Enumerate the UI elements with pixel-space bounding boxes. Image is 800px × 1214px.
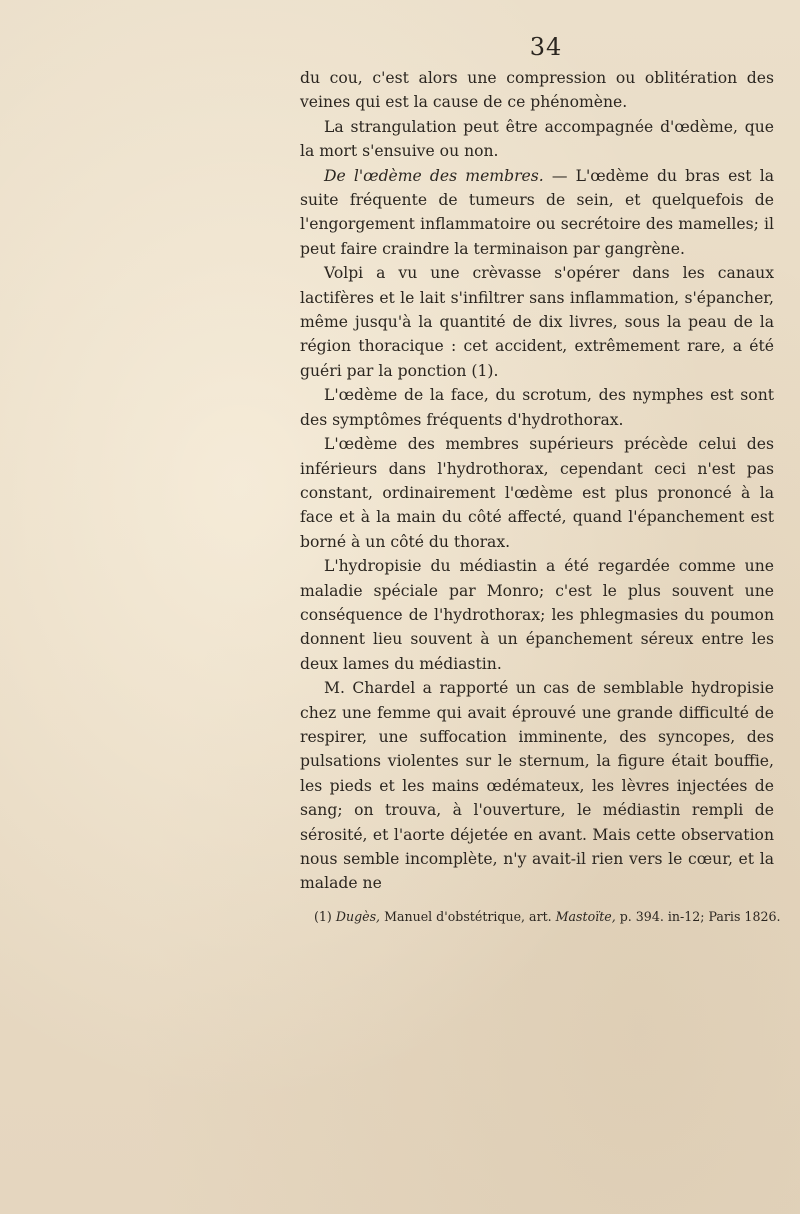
paragraph-7: L'hydropisie du médiastin a été regardée comme une maladie spéciale par Monro; c'est le plus souvent une conséquence de l'hydrothorax; les phlegmasies du poumon donnent lieu souvent à un épanchement séreux entre les deux lames du médiastin.	[300, 557, 774, 673]
footnote-text-a: Manuel d'obstétrique, art.	[380, 908, 556, 924]
paragraph-3	[300, 164, 774, 262]
paragraph-6: L'œdème des membres supérieurs précède celui des inférieurs dans l'hydrothorax, cependant ceci n'est pas constant, ordinairement l'œdème est plus prononcé à la face et à la main du côté affecté, quand l'épanchement est borné à un côté du thorax.	[300, 435, 774, 551]
text-column	[300, 30, 781, 926]
footnote-text-b: p. 394. in-12; Paris 1826.	[615, 908, 781, 924]
paragraph-5: L'œdème de la face, du scrotum, des nymphes est sont des symptômes fréquents d'hydrothorax.	[300, 386, 774, 429]
paragraph-2: La strangulation peut être accompagnée d'œdème, que la mort s'ensuive ou non.	[300, 117, 774, 161]
footnote-author: Dugès,	[335, 908, 381, 924]
section-heading: De l'œdème des membres.	[324, 166, 544, 185]
footnote-marker: (1)	[314, 908, 332, 924]
paragraph-1: du cou, c'est alors une compression ou oblitération des veines qui est la cause de ce phénomène.	[300, 69, 774, 112]
paragraph-3-text: — L'œdème du bras est la suite fréquente de tumeurs de sein, et quelquefois de l'engorgement inflammatoire ou secrétoire des mamelles; il peut faire craindre la terminaison par gangrène.	[300, 166, 774, 258]
footnote	[300, 908, 781, 926]
footnote-article: Mastoïte,	[555, 908, 616, 924]
paragraph-8: M. Chardel a rapporté un cas de semblable hydropisie chez une femme qui avait éprouvé une grande difficulté de respirer, une suffocation imminente, des syncopes, des pulsations violentes sur le sternum, la figure était bouffie, les pieds et les mains œdémateux, les lèvres injectées de sang; on trouva, à l'ouverture, le médiastin rempli de sérosité, et l'aorte déjetée en avant. Mais cette observation nous semble incomplète, n'y avait-il rien vers le cœur, et la malade ne	[300, 679, 774, 893]
body-text	[300, 66, 774, 896]
paragraph-4: Volpi a vu une crèvasse s'opérer dans les canaux lactifères et le lait s'infiltrer sans inflammation, s'épancher, même jusqu'à la quantité de dix livres, sous la peau de la région thoracique : cet accident, extrêmement rare, a été guéri par la ponction (1).	[300, 264, 774, 380]
page-number: 34	[529, 33, 563, 61]
